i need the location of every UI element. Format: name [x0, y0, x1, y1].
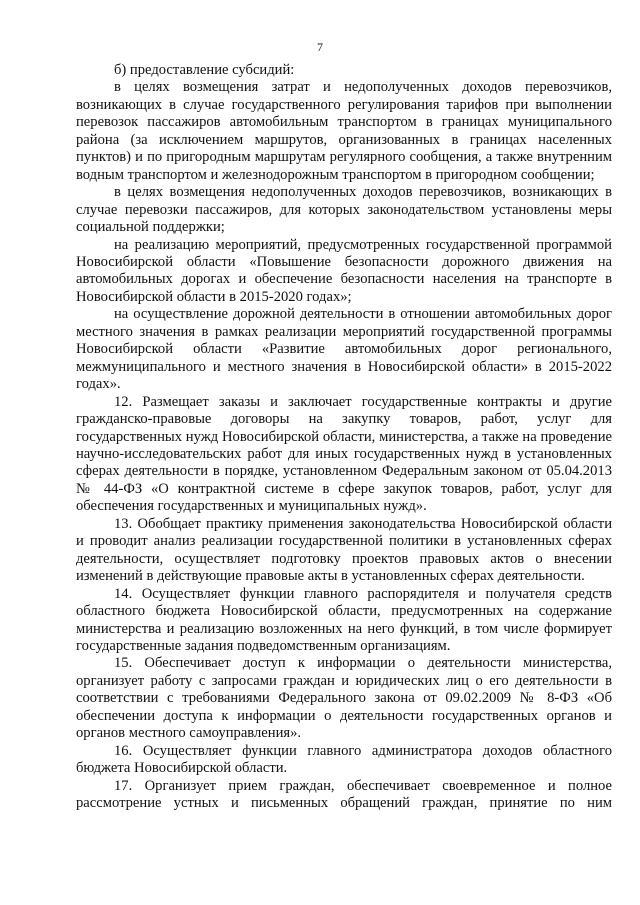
paragraph-item-13: 13. Обобщает практику применения законодательства Новосибирской области и проводит анализ реализации государственной политики в установленных сферах деятельности, осуществляет подготовку проектов правовых актов о внесении изменений в действующие правовые акты в установленных сферах деятельности.	[76, 515, 612, 585]
paragraph-subsidies-heading: б) предоставление субсидий:	[114, 62, 295, 78]
page-number: 7	[317, 40, 323, 54]
paragraph-item-15: 15. Обеспечивает доступ к информации о деятельности министерства, организует работу с запросами граждан и юридических лиц о его деятельности в соответствии с требованиями Федерального закона от 09.02.2009 № 8-ФЗ «Об обеспечении доступа к информации о деятельности государственных органов и органов местного самоуправления».	[76, 655, 612, 742]
paragraph-item-16: 16. Осуществляет функции главного администратора доходов областного бюджета Новосибирской области.	[76, 742, 612, 777]
paragraph-item-12: 12. Размещает заказы и заключает государственные контракты и другие гражданско-правовые договоры на закупку товаров, работ, услуг для государственных нужд Новосибирской области, министерства, а также на проведение научно-исследовательских работ для иных государственных нужд в установленных сферах деятельности в порядке, установленном Федеральным законом от 05.04.2013 № 44-ФЗ «О контрактной системе в сфере закупок товаров, работ, услуг для обеспечения государственных и муниципальных нужд».	[76, 393, 612, 515]
paragraph-subsidy-road-safety: на реализацию мероприятий, предусмотренных государственной программой Новосибирской области «Повышение безопасности дорожного движения на автомобильных дорогах и обеспечение безопасности населения на транспорте в Новосибирской области в 2015-2020 годах»;	[76, 236, 612, 305]
paragraph-subsidy-tariff-regulation: в целях возмещения затрат и недополученных доходов перевозчиков, возникающих в случае государственного регулирования тарифов при выполнении перевозок пассажиров автомобильным транспортом в границах муниципального района (за исключением маршрутов, организованных в границах населенных пунктов) и по пригородным маршрутам регулярного сообщения, а также внутренним водным транспортом и железнодорожным транспортом в пригородном сообщении;	[76, 79, 612, 183]
paragraph-subsidy-road-activity: на осуществление дорожной деятельности в отношении автомобильных дорог местного значения в рамках реализации мероприятий государственной программы Новосибирской области «Развитие автомобильных дорог регионального, межмуниципального и местного значения в Новосибирской области» в 2015-2022 годах».	[76, 306, 612, 393]
paragraph-item-17: 17. Организует прием граждан, обеспечивает своевременное и полное рассмотрение устных и письменных обращений граждан, принятие по ним	[76, 777, 612, 812]
document-body	[76, 62, 612, 812]
paragraph-subsidy-social-support: в целях возмещения недополученных доходов перевозчиков, возникающих в случае перевозки пассажиров, для которых законодательством установлены меры социальной поддержки;	[76, 184, 612, 236]
paragraph-item-14: 14. Осуществляет функции главного распорядителя и получателя средств областного бюджета Новосибирской области, предусмотренных на содержание министерства и реализацию возложенных на него функций, в том числе формирует государственные задания подведомственным организациям.	[76, 585, 612, 654]
